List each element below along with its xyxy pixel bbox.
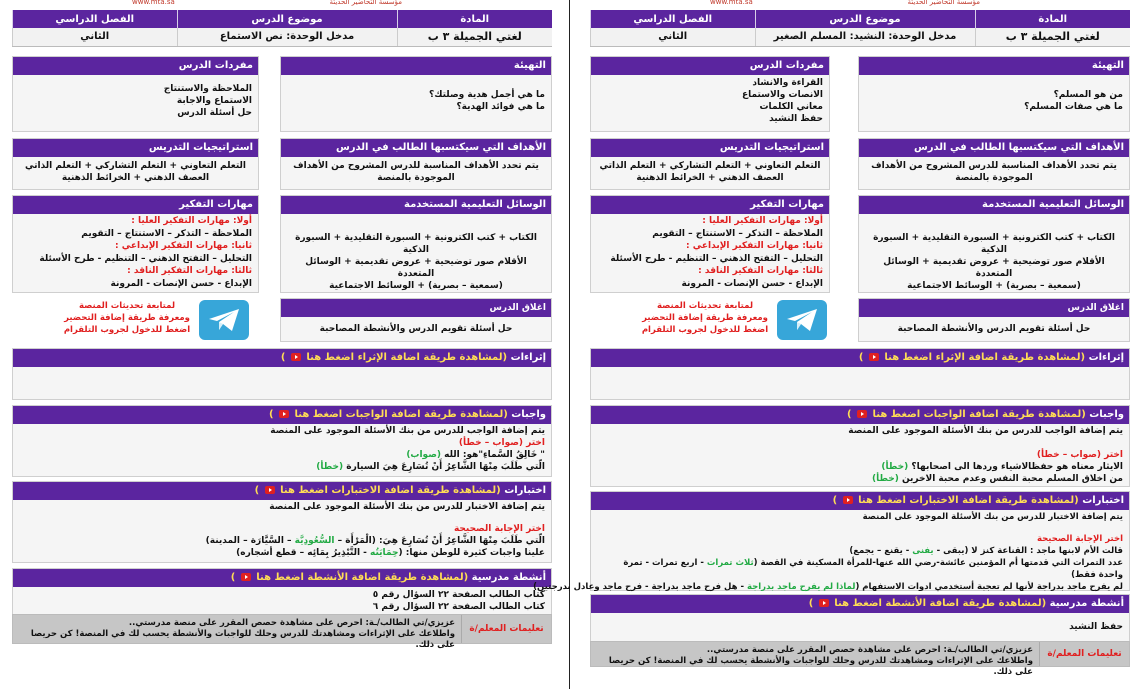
thinking-heading: ثانيا: مهارات التفكير الإبداعي : — [686, 241, 823, 251]
tools-title: الوسائل التعليمية المستخدمة — [281, 196, 551, 214]
activity-item: كتاب الطالب الصفحة ٢٢ السؤال رقم ٥ — [372, 590, 545, 600]
youtube-icon — [869, 353, 879, 361]
telegram-line: ومعرفة طريقة إضافة التحضير — [64, 313, 190, 323]
enrichment-video-link[interactable]: (لمشاهدة طريقة اضافة الإثراء اضغط هنا ) — [280, 352, 508, 363]
tools-box — [858, 195, 1130, 293]
semester-header: الفصل الدراسي — [591, 10, 756, 28]
tests-title — [13, 482, 551, 500]
answer: لماذا لم يفرح ماجد بدراجة — [746, 582, 856, 592]
tests-title — [591, 492, 1129, 510]
homework-box — [12, 405, 552, 477]
thinking-text: التحليل – التفتح الذهني – التنظيم - طرح الأسئلة — [39, 253, 252, 264]
answer: (خطأ) — [871, 474, 899, 484]
warmup-title: التهيئة — [859, 57, 1129, 75]
semester-value: الثاني — [591, 28, 756, 46]
telegram-line: اضغط للدخول لجروب التلقرام — [63, 325, 191, 335]
thinking-heading: ثالثا: مهارات التفكير الناقد : — [698, 266, 823, 276]
activities-label: أنشطة مدرسية — [1049, 598, 1124, 609]
true-false-label: اختر (صواب – خطأ) — [458, 438, 545, 448]
tests-label: اختبارات — [504, 485, 546, 496]
answer: ثلاث تمرات — [706, 558, 754, 568]
teacher-notes-line: عزيزي/تي الطالب/ـة: احرص على مشاهدة حصص المقرر على منصة مدرستي.. — [706, 645, 1033, 655]
test-question: لم يفرح ماجد بدراجة لأنها لم تعجبة أستخدمي ادوات الاستفهام (لماذا لم يفرح ماجد بدراجة - هل فرح ماجد بدراجة - فرح ماجد وعادل بدرجتين) — [533, 582, 1123, 592]
homework-intro: يتم إضافة الواجب للدرس من بنك الأسئلة الموجود على المنصة — [848, 426, 1123, 436]
homework-question: الّتي طَلَبَ مِنْهَا الشَّاعِرُ أَنْ تُسَارِعَ هِيَ السيارة (خطأ) — [316, 462, 545, 472]
tests-video-link[interactable]: (لمشاهدة طريقة اضافة الاختبارات اضغط هنا ) — [832, 495, 1079, 506]
activity-item: كتاب الطالب الصفحة ٢٢ السؤال رقم ٦ — [372, 602, 545, 612]
subject-header: المادة — [975, 10, 1130, 28]
homework-question: من اخلاق المسلم محبة النفس وعدم محبة الاخرين (خطأ) — [871, 474, 1123, 484]
teacher-notes-line: عزيزي/تي الطالب/ـة: احرص على مشاهدة حصص المقرر على منصة مدرستي.. — [128, 618, 455, 628]
telegram-promo-text[interactable] — [52, 300, 202, 336]
vocab-title: مفردات الدرس — [13, 57, 258, 75]
youtube-icon — [843, 496, 853, 504]
thinking-text: الملاحظة – التذكر – الاستنتاج – التقويم — [652, 228, 823, 239]
thinking-heading: ثالثا: مهارات التفكير الناقد : — [127, 266, 252, 276]
youtube-icon — [265, 486, 275, 494]
telegram-line: اضغط للدخول لجروب التلقرام — [641, 325, 769, 335]
activities-label: أنشطة مدرسية — [471, 572, 546, 583]
tests-intro: يتم إضافة الاختبار للدرس من بنك الأسئلة الموجود على المنصة — [269, 502, 545, 512]
teacher-notes-line: واطلاعك على الإثراءات ومشاهدتك للدرس وحلك للواجبات والأنشطة يحسب لك في المنصة! كن حريصا على ذلك. — [30, 629, 455, 650]
test-question: علينا واجبات كثيرة للوطن منها: (حِمَايَتُه - التَّبْذِيرُ بِمَائِه – قطع أشجاره) — [236, 548, 545, 558]
telegram-button[interactable] — [199, 300, 249, 340]
thinking-text: الإبداع - حسن الإنصات - المرونة — [681, 278, 823, 289]
warmup-q1: من هو المسلم؟ — [1053, 90, 1123, 100]
strategies-box — [590, 138, 830, 190]
vocab-item: حل أسئلة الدرس — [177, 108, 252, 118]
subject-header: المادة — [397, 10, 552, 28]
semester-header: الفصل الدراسي — [13, 10, 178, 28]
teacher-notes-line: واطلاعك على الإثراءات ومشاهدتك للدرس وحلك للواجبات والأنشطة يحسب لك في المنصة! كن حريصا على ذلك. — [608, 656, 1033, 677]
vocab-box — [590, 56, 830, 132]
page-header-line — [12, 0, 552, 10]
answer: حِمَايَتُه — [370, 548, 399, 558]
warmup-box — [858, 56, 1130, 132]
strategies-box — [12, 138, 259, 190]
telegram-icon — [208, 308, 240, 332]
closing-title: اغلاق الدرس — [859, 299, 1129, 317]
strategies-line: التعلم التعاوني + التعلم التشاركي + التعلم الذاتي — [599, 161, 821, 171]
vocab-item: الاستماع والاجابة — [176, 96, 252, 106]
closing-box — [858, 298, 1130, 342]
lesson-info-table — [590, 10, 1130, 47]
objectives-box — [858, 138, 1130, 190]
tests-box — [533, 491, 1130, 592]
enrichment-box — [590, 348, 1130, 400]
answer: السُّعُودِيَّة — [294, 536, 335, 546]
activity-item: حفظ النشيد — [1069, 622, 1123, 632]
activities-video-link[interactable]: (لمشاهدة طريقة اضافة الأنشطة اضغط هنا ) — [230, 572, 469, 583]
vocab-box — [12, 56, 259, 132]
closing-text: حل أسئلة تقويم الدرس والأنشطة المصاحبة — [897, 324, 1091, 334]
teacher-notes — [12, 614, 552, 650]
youtube-icon — [279, 410, 289, 418]
thinking-title: مهارات التفكير — [591, 196, 829, 214]
strategies-line: العصف الذهني + الخرائط الذهنية — [636, 173, 784, 183]
test-question: عدد التمرات التي قدمتها أم المؤمنين عائشة-رضي الله عنها-للمرأة المسكينة في القصة (ثلاث تمرات - اربع تمرات - تمرة واحدة فقط) — [623, 558, 1123, 580]
answer: (خطأ) — [316, 462, 344, 472]
tools-line: (سمعية – بصرية) + الوسائط الاجتماعية — [329, 281, 503, 291]
org-name: مؤسسة التحاضير الحديثة — [907, 0, 980, 6]
strategies-title: استراتيجيات التدريس — [591, 139, 829, 157]
subject-value: لغتي الجميلة ٣ ب — [397, 28, 552, 46]
youtube-icon — [291, 353, 301, 361]
topic-value: مدخل الوحدة: النشيد: المسلم الصغير — [755, 28, 975, 46]
objectives-text: يتم تحدد الأهداف المناسبة للدرس المشروح من الأهداف الموجودة بالمنصة — [293, 161, 539, 183]
tools-line: الأقلام صور توضيحية + عروض تقديمية + الوسائل المتعددة — [305, 257, 527, 279]
lesson-plan-page-2 — [533, 0, 1130, 689]
telegram-button[interactable] — [777, 300, 827, 340]
test-question: قالت الأم لابنها ماجد : القناعة كنز لا (يبقى - يفنى - يقنع – يجمع) — [849, 546, 1123, 556]
homework-video-link[interactable]: (لمشاهدة طريقة اضافة الواجبات اضغط هنا ) — [268, 409, 508, 420]
vocab-item: الملاحظة والاستنتاج — [163, 84, 252, 94]
teacher-notes — [590, 641, 1130, 677]
activities-title — [591, 595, 1129, 613]
enrichment-title — [13, 349, 551, 367]
tests-intro: يتم إضافة الاختبار للدرس من بنك الأسئلة الموجود على المنصة — [862, 512, 1123, 522]
teacher-notes-label: تعليمات المعلم/ة — [1039, 642, 1129, 666]
semester-value: الثاني — [13, 28, 178, 46]
true-false-label: اختر (صواب – خطأ) — [1036, 450, 1123, 460]
thinking-skills-box — [12, 195, 259, 293]
topic-value: مدخل الوحدة: نص الاستماع — [177, 28, 397, 46]
objectives-title: الأهداف التي سيكتسبها الطالب في الدرس — [281, 139, 551, 157]
objectives-text: يتم تحدد الأهداف المناسبة للدرس المشروح من الأهداف الموجودة بالمنصة — [871, 161, 1117, 183]
org-name: مؤسسة التحاضير الحديثة — [329, 0, 402, 6]
thinking-heading: أولا: مهارات التفكير العليا : — [702, 216, 823, 226]
thinking-heading: ثانيا: مهارات التفكير الإبداعي : — [115, 241, 252, 251]
tools-line: (سمعية – بصرية) + الوسائط الاجتماعية — [907, 281, 1081, 291]
tools-line: الأقلام صور توضيحية + عروض تقديمية + الوسائل المتعددة — [883, 257, 1105, 279]
homework-label: واجبات — [511, 409, 546, 420]
tests-video-link[interactable]: (لمشاهدة طريقة اضافة الاختبارات اضغط هنا ) — [254, 485, 501, 496]
lesson-plan-page-1 — [12, 0, 552, 689]
enrichment-title — [591, 349, 1129, 367]
strategies-line: العصف الذهني + الخرائط الذهنية — [61, 173, 210, 183]
answer: (خطأ) — [881, 462, 909, 472]
tests-label: اختبارات — [1082, 495, 1124, 506]
activities-box — [12, 568, 552, 616]
thinking-heading: أولا: مهارات التفكير العليا : — [131, 216, 252, 226]
activities-title — [13, 569, 551, 587]
telegram-line: لمتابعة تحديثات المنصة — [656, 301, 754, 311]
youtube-icon — [857, 410, 867, 418]
multiple-choice-label: اختر الإجابة الصحيحة — [1037, 534, 1123, 544]
tests-box — [12, 481, 552, 563]
thinking-text: التحليل – التفتح الذهني – التنظيم - طرح الأسئلة — [610, 253, 823, 264]
topic-header: موضوع الدرس — [755, 10, 975, 28]
vocab-item: الانصات والاستماع — [741, 90, 823, 100]
thinking-title: مهارات التفكير — [13, 196, 258, 214]
youtube-icon — [241, 573, 251, 581]
warmup-q2: ما هي فوائد الهدية؟ — [456, 102, 545, 112]
vocab-title: مفردات الدرس — [591, 57, 829, 75]
tools-line: الكتاب + كتب الكترونية + السبورة التقليدية + السبورة الذكية — [295, 233, 537, 255]
telegram-line: لمتابعة تحديثات المنصة — [78, 301, 176, 311]
telegram-promo-text[interactable] — [630, 300, 780, 336]
tools-line: الكتاب + كتب الكترونية + السبورة التقليدية + السبورة الذكية — [873, 233, 1115, 255]
activities-video-link[interactable]: (لمشاهدة طريقة اضافة الأنشطة اضغط هنا ) — [808, 598, 1047, 609]
topic-header: موضوع الدرس — [177, 10, 397, 28]
warmup-title: التهيئة — [281, 57, 551, 75]
telegram-icon — [786, 308, 818, 332]
objectives-box — [280, 138, 552, 190]
enrichment-video-link[interactable]: (لمشاهدة طريقة اضافة الإثراء اضغط هنا ) — [858, 352, 1086, 363]
enrichment-label: إثراءات — [510, 352, 546, 363]
closing-text: حل أسئلة تقويم الدرس والأنشطة المصاحبة — [319, 324, 513, 334]
vocab-item: معاني الكلمات — [759, 102, 823, 112]
teacher-notes-label: تعليمات المعلم/ة — [461, 615, 551, 643]
youtube-icon — [819, 599, 829, 607]
homework-question: الايثار معناه هو حفظالاشياء وردها الى اصحابها؟ (خطأ) — [881, 462, 1123, 472]
warmup-q1: ما هي أجمل هدية وصلتك؟ — [429, 90, 545, 100]
closing-title: اغلاق الدرس — [281, 299, 551, 317]
telegram-line: ومعرفة طريقة إضافة التحضير — [642, 313, 768, 323]
strategies-line: التعلم التعاوني + التعلم التشاركي + التعلم الذاتي — [25, 161, 246, 171]
test-question: الّتي طَلَبَ مِنْهَا الشَّاعِرُ أَنْ تُسَارِعَ هِيَ: (الْمَرْأَة – السُّعُودِيَّة – السَّيَّارَة – المدينة) — [205, 536, 545, 546]
site-link[interactable]: www.mta.sa — [132, 0, 175, 6]
warmup-box — [280, 56, 552, 132]
thinking-text: الملاحظة – التذكر – الاستنتاج – التقويم — [81, 228, 252, 239]
homework-title — [591, 406, 1129, 424]
closing-box — [280, 298, 552, 342]
strategies-title: استراتيجيات التدريس — [13, 139, 258, 157]
thinking-skills-box — [590, 195, 830, 293]
thinking-text: الإبداع - حسن الإنصات - المرونة — [110, 278, 252, 289]
lesson-info-table — [12, 10, 552, 47]
vocab-item: القراءة والانشاد — [752, 78, 823, 88]
homework-video-link[interactable]: (لمشاهدة طريقة اضافة الواجبات اضغط هنا ) — [846, 409, 1086, 420]
answer: (صواب) — [406, 450, 442, 460]
enrichment-box — [12, 348, 552, 400]
homework-box — [590, 405, 1130, 487]
subject-value: لغتي الجميلة ٣ ب — [975, 28, 1130, 46]
homework-label: واجبات — [1089, 409, 1124, 420]
page-header-line — [590, 0, 1130, 10]
objectives-title: الأهداف التي سيكتسبها الطالب في الدرس — [859, 139, 1129, 157]
homework-title — [13, 406, 551, 424]
site-link[interactable]: www.mta.sa — [710, 0, 753, 6]
enrichment-label: إثراءات — [1088, 352, 1124, 363]
tools-box — [280, 195, 552, 293]
warmup-q2: ما هي صفات المسلم؟ — [1024, 102, 1123, 112]
multiple-choice-label: اختر الإجابة الصحيحة — [453, 524, 545, 534]
activities-box — [590, 594, 1130, 642]
homework-intro: يتم إضافة الواجب للدرس من بنك الأسئلة الموجود على المنصة — [270, 426, 545, 436]
answer: يفنى — [912, 546, 934, 556]
vocab-item: حفظ النشيد — [769, 114, 823, 124]
tools-title: الوسائل التعليمية المستخدمة — [859, 196, 1129, 214]
homework-question: " خَالِقُ السَّماءِ"هو: الله (صواب) — [406, 450, 545, 460]
